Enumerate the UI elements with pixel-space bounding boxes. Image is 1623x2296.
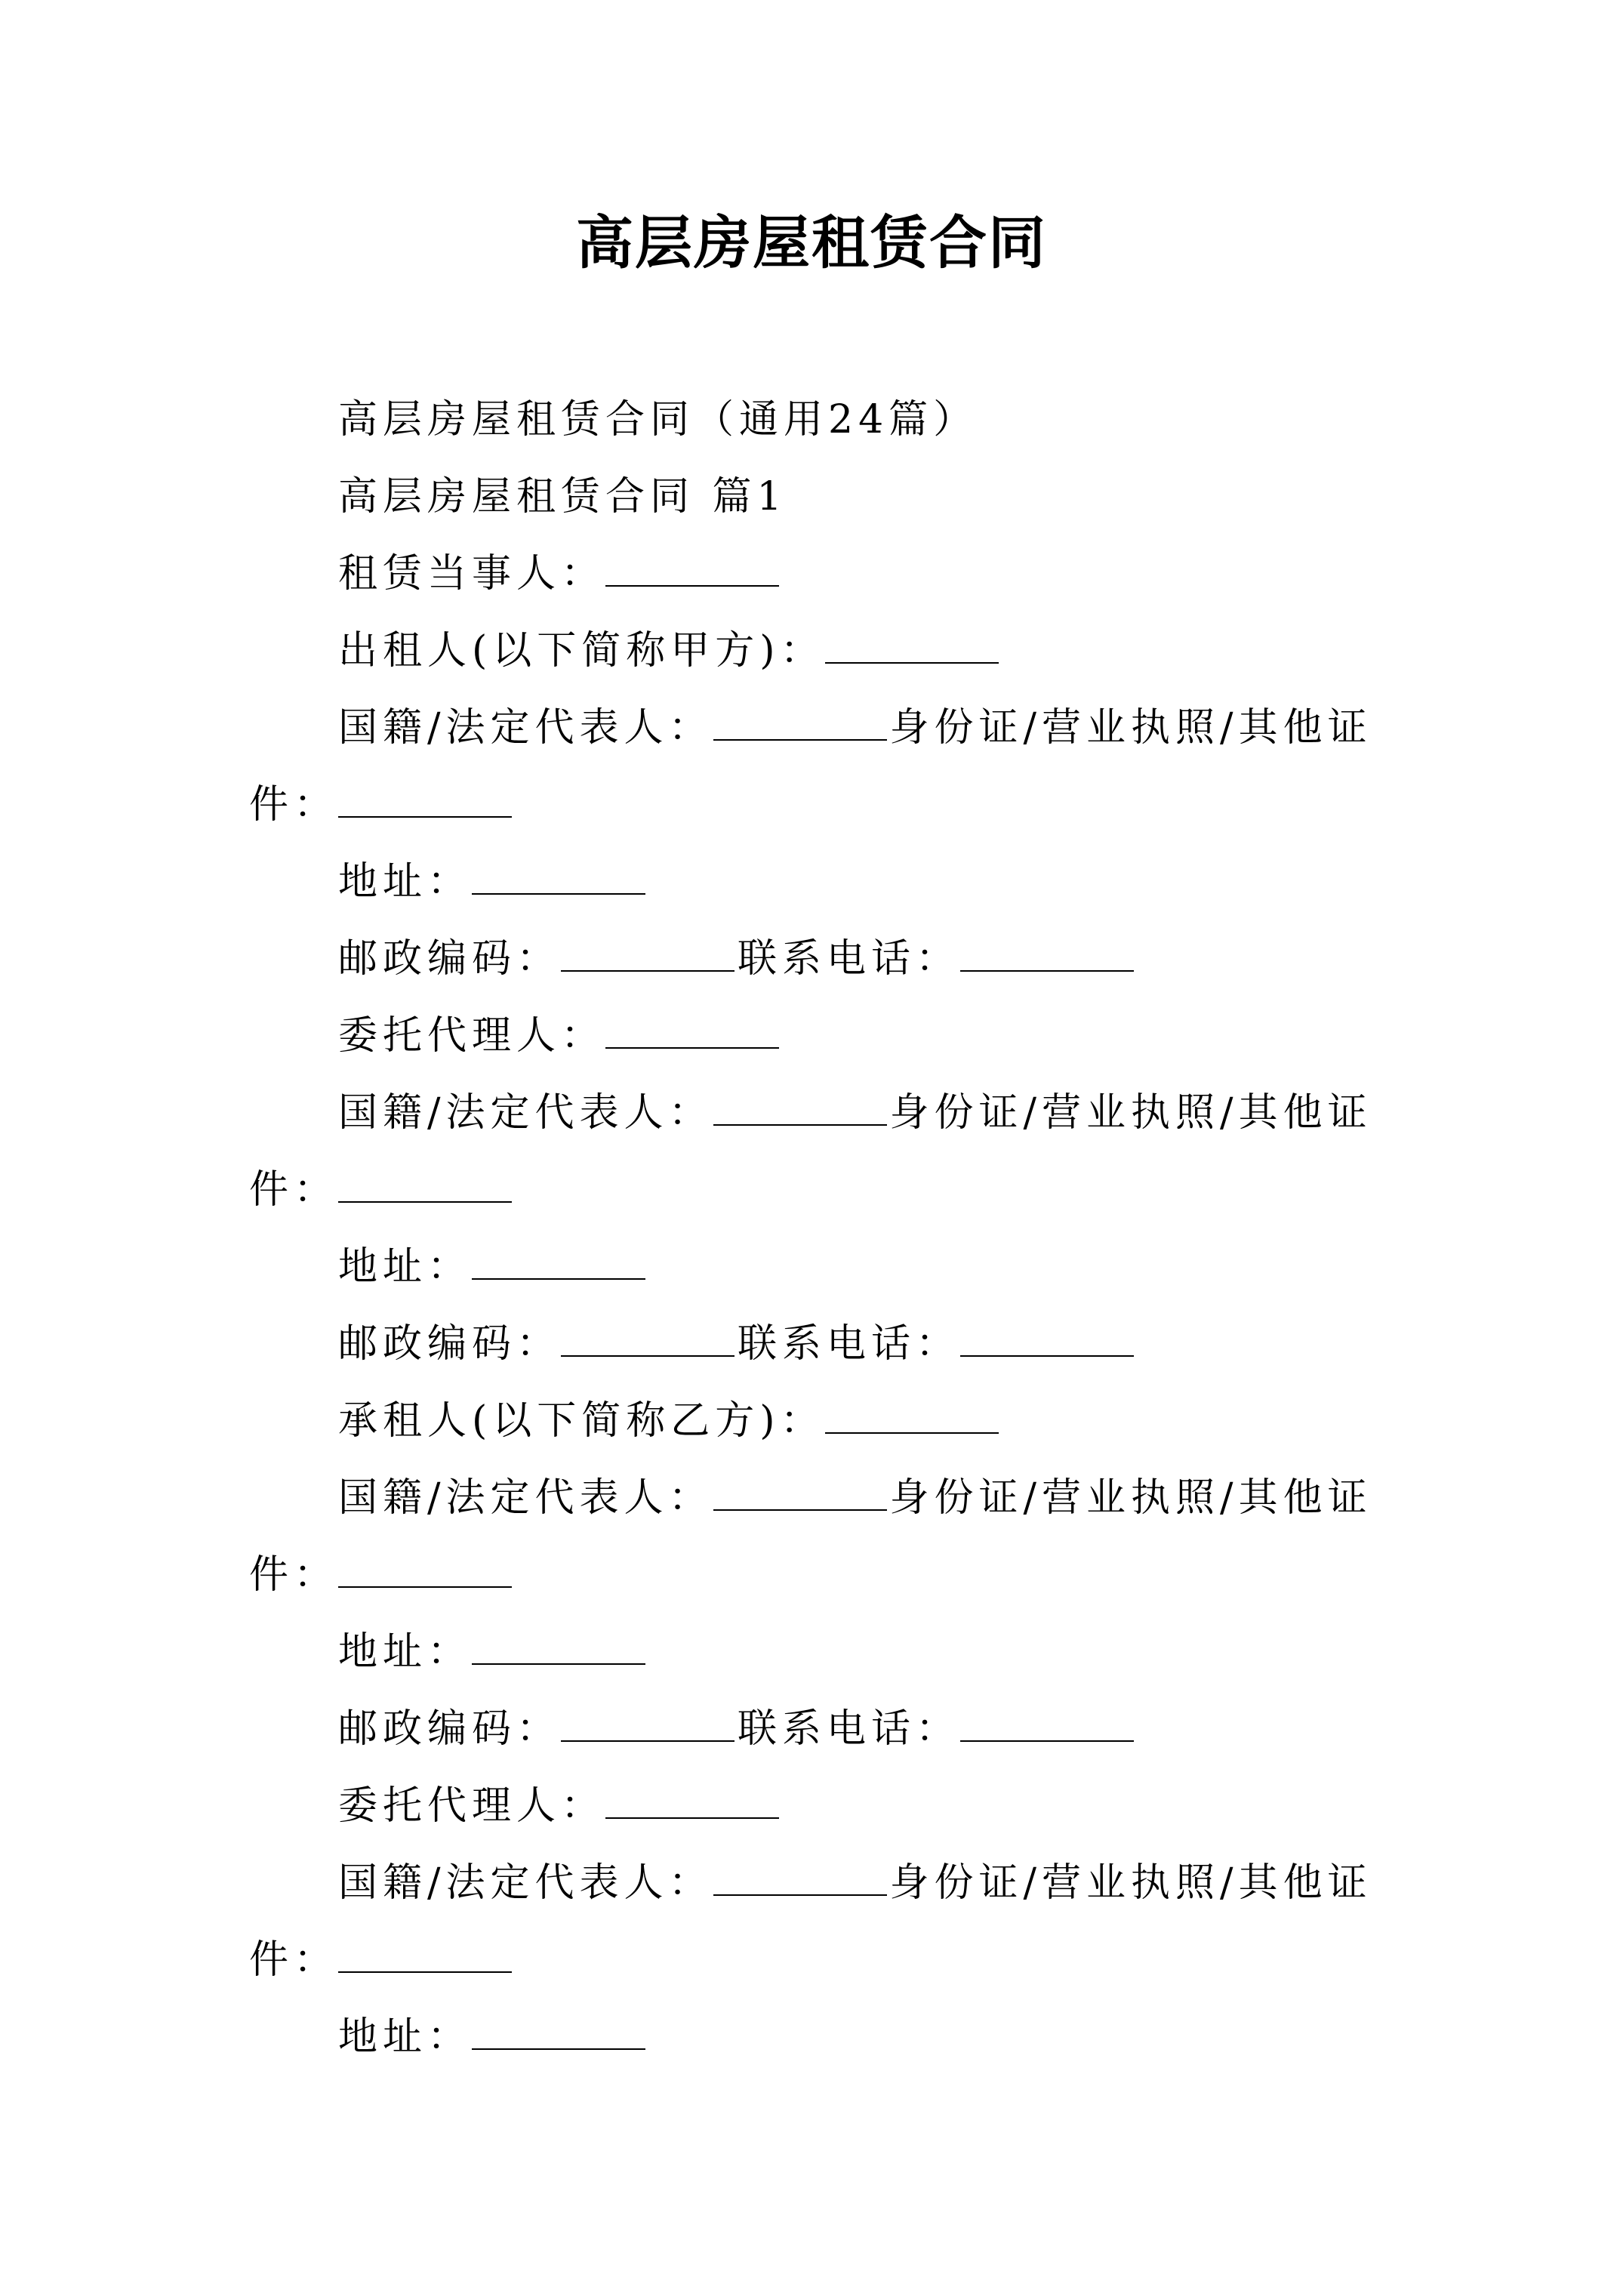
address-label: 地址： <box>338 2014 473 2060</box>
lessee-nationality-line <box>249 1459 1381 1536</box>
id-doc-blank[interactable] <box>338 816 512 818</box>
page-title: 高层房屋租赁合同 <box>576 209 1047 276</box>
id-doc-label: 身份证/营业执照/其他证 <box>889 1860 1372 1906</box>
nationality-label: 国籍/法定代表人： <box>338 1090 713 1136</box>
postcode-label: 邮政编码： <box>338 1706 562 1752</box>
address-blank[interactable] <box>472 1278 645 1280</box>
nationality-blank[interactable] <box>713 739 887 741</box>
nationality-label: 国籍/法定代表人： <box>338 1860 713 1906</box>
id-doc-label: 身份证/营业执照/其他证 <box>889 1475 1372 1521</box>
lessor-address-line <box>249 843 1381 920</box>
collection-heading-text: 高层房屋租赁合同（通用24篇） <box>338 397 978 442</box>
parties-blank[interactable] <box>605 585 779 587</box>
lessor-contact-line <box>249 920 1381 997</box>
parties-line <box>249 535 1381 612</box>
address-label: 地址： <box>338 1244 473 1290</box>
lessee-agent-line <box>249 1767 1381 1845</box>
postcode-blank[interactable] <box>561 1355 735 1357</box>
nationality-blank[interactable] <box>713 1509 887 1511</box>
lessor-agent-nationality-line <box>249 1074 1381 1151</box>
lessee-id-line <box>249 1536 1381 1613</box>
lessor-agent-contact-line <box>249 1305 1381 1382</box>
collection-heading <box>249 381 1381 458</box>
agent-blank[interactable] <box>605 1817 779 1819</box>
phone-label: 联系电话： <box>738 1706 961 1752</box>
postcode-label: 邮政编码： <box>338 936 562 982</box>
lessor-agent-id-line <box>249 1151 1381 1228</box>
id-doc-label: 身份证/营业执照/其他证 <box>889 1090 1372 1136</box>
id-doc-label: 身份证/营业执照/其他证 <box>889 705 1372 750</box>
parties-label: 租赁当事人： <box>338 551 606 596</box>
lessor-id-line <box>249 766 1381 843</box>
address-blank[interactable] <box>472 1663 645 1665</box>
phone-blank[interactable] <box>960 1740 1134 1742</box>
nationality-blank[interactable] <box>713 1124 887 1126</box>
agent-label: 委托代理人： <box>338 1013 606 1059</box>
lessee-agent-nationality-line <box>249 1845 1381 1922</box>
phone-blank[interactable] <box>960 970 1134 972</box>
id-doc-blank[interactable] <box>338 1201 512 1203</box>
id-doc-blank[interactable] <box>338 1971 512 1973</box>
lessee-agent-address-line <box>249 1999 1381 2076</box>
phone-label: 联系电话： <box>738 936 961 982</box>
postcode-blank[interactable] <box>561 970 735 972</box>
phone-label: 联系电话： <box>738 1321 961 1367</box>
lessee-contact-line <box>249 1690 1381 1767</box>
lessor-agent-address-line <box>249 1228 1381 1305</box>
phone-blank[interactable] <box>960 1355 1134 1357</box>
postcode-label: 邮政编码： <box>338 1321 562 1367</box>
nationality-label: 国籍/法定代表人： <box>338 705 713 750</box>
id-doc-label-cont: 件： <box>249 1552 339 1598</box>
section-heading <box>249 458 1381 535</box>
lessor-agent-line <box>249 997 1381 1074</box>
lessee-label: 承租人(以下简称乙方)： <box>338 1398 825 1444</box>
lessor-label: 出租人(以下简称甲方)： <box>338 628 825 673</box>
address-label: 地址： <box>338 859 473 905</box>
lessee-blank[interactable] <box>825 1432 999 1434</box>
id-doc-blank[interactable] <box>338 1586 512 1588</box>
agent-blank[interactable] <box>605 1047 779 1049</box>
lessee-line <box>249 1382 1381 1459</box>
nationality-blank[interactable] <box>713 1894 887 1896</box>
lessor-nationality-line <box>249 689 1381 766</box>
id-doc-label-cont: 件： <box>249 782 339 827</box>
agent-label: 委托代理人： <box>338 1783 606 1829</box>
postcode-blank[interactable] <box>561 1740 735 1742</box>
section-heading-text: 高层房屋租赁合同 篇1 <box>338 474 787 519</box>
lessee-address-line <box>249 1613 1381 1690</box>
id-doc-label-cont: 件： <box>249 1167 339 1213</box>
nationality-label: 国籍/法定代表人： <box>338 1475 713 1521</box>
document-body <box>249 381 1381 2076</box>
lessor-blank[interactable] <box>825 662 999 664</box>
lessor-line <box>249 612 1381 689</box>
lessee-agent-id-line <box>249 1922 1381 1999</box>
id-doc-label-cont: 件： <box>249 1937 339 1983</box>
address-blank[interactable] <box>472 893 645 895</box>
address-blank[interactable] <box>472 2048 645 2050</box>
address-label: 地址： <box>338 1629 473 1675</box>
